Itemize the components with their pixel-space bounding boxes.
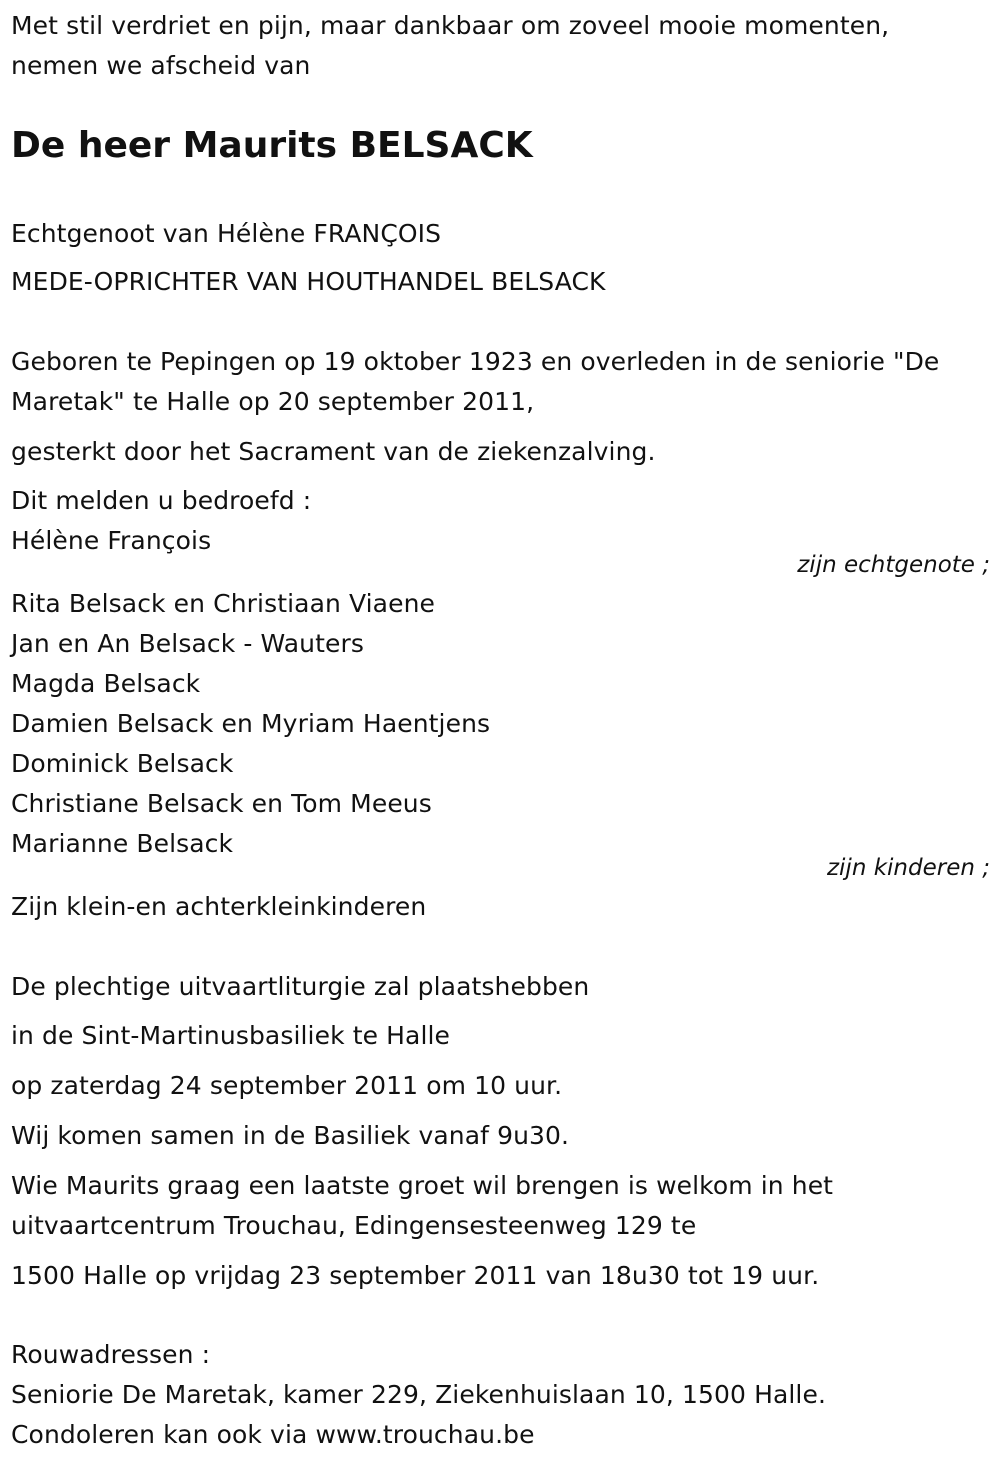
funeral-line-3: op zaterdag 24 september 2011 om 10 uur. — [11, 1071, 563, 1100]
role-line: MEDE-OPRICHTER VAN HOUTHANDEL BELSACK — [11, 267, 606, 296]
child-5: Dominick Belsack — [11, 749, 234, 778]
deceased-name: De heer Maurits BELSACK — [11, 125, 533, 166]
child-1: Rita Belsack en Christiaan Viaene — [11, 589, 436, 618]
address-label: Rouwadressen : — [11, 1340, 211, 1369]
child-7: Marianne Belsack — [11, 829, 234, 858]
intro-line-2: nemen we afscheid van — [11, 51, 311, 80]
spouse-relation: zijn echtgenote ; — [797, 552, 990, 578]
condolence-link[interactable]: www.trouchau.be — [315, 1420, 535, 1449]
spouse-line: Echtgenoot van Hélène FRANÇOIS — [11, 219, 442, 248]
announce-label: Dit melden u bedroefd : — [11, 486, 312, 515]
visitation-line-2: uitvaartcentrum Trouchau, Edingensesteenweg 129 te — [11, 1211, 697, 1240]
address-line: Seniorie De Maretak, kamer 229, Ziekenhuislaan 10, 1500 Halle. — [11, 1380, 827, 1409]
grandchildren-line: Zijn klein-en achterkleinkinderen — [11, 892, 427, 921]
child-2: Jan en An Belsack - Wauters — [11, 629, 364, 658]
child-6: Christiane Belsack en Tom Meeus — [11, 789, 432, 818]
birth-death-line-2: Maretak" te Halle op 20 september 2011, — [11, 387, 535, 416]
spouse-name: Hélène François — [11, 526, 212, 555]
funeral-line-1: De plechtige uitvaartliturgie zal plaatshebben — [11, 972, 590, 1001]
condolence-text: Condoleren kan ook via — [11, 1420, 316, 1449]
visitation-line-3: 1500 Halle op vrijdag 23 september 2011 van 18u30 tot 19 uur. — [11, 1261, 820, 1290]
condolence-line — [11, 1415, 535, 1455]
funeral-line-2: in de Sint-Martinusbasiliek te Halle — [11, 1021, 451, 1050]
intro-line-1: Met stil verdriet en pijn, maar dankbaar om zoveel mooie momenten, — [11, 11, 890, 40]
child-3: Magda Belsack — [11, 669, 201, 698]
child-4: Damien Belsack en Myriam Haentjens — [11, 709, 491, 738]
children-relation: zijn kinderen ; — [826, 855, 990, 881]
funeral-line-4: Wij komen samen in de Basiliek vanaf 9u30. — [11, 1121, 570, 1150]
sacrament-line: gesterkt door het Sacrament van de ziekenzalving. — [11, 437, 656, 466]
visitation-line-1: Wie Maurits graag een laatste groet wil brengen is welkom in het — [11, 1171, 834, 1200]
birth-death-line-1: Geboren te Pepingen op 19 oktober 1923 en overleden in de seniorie "De — [11, 347, 940, 376]
